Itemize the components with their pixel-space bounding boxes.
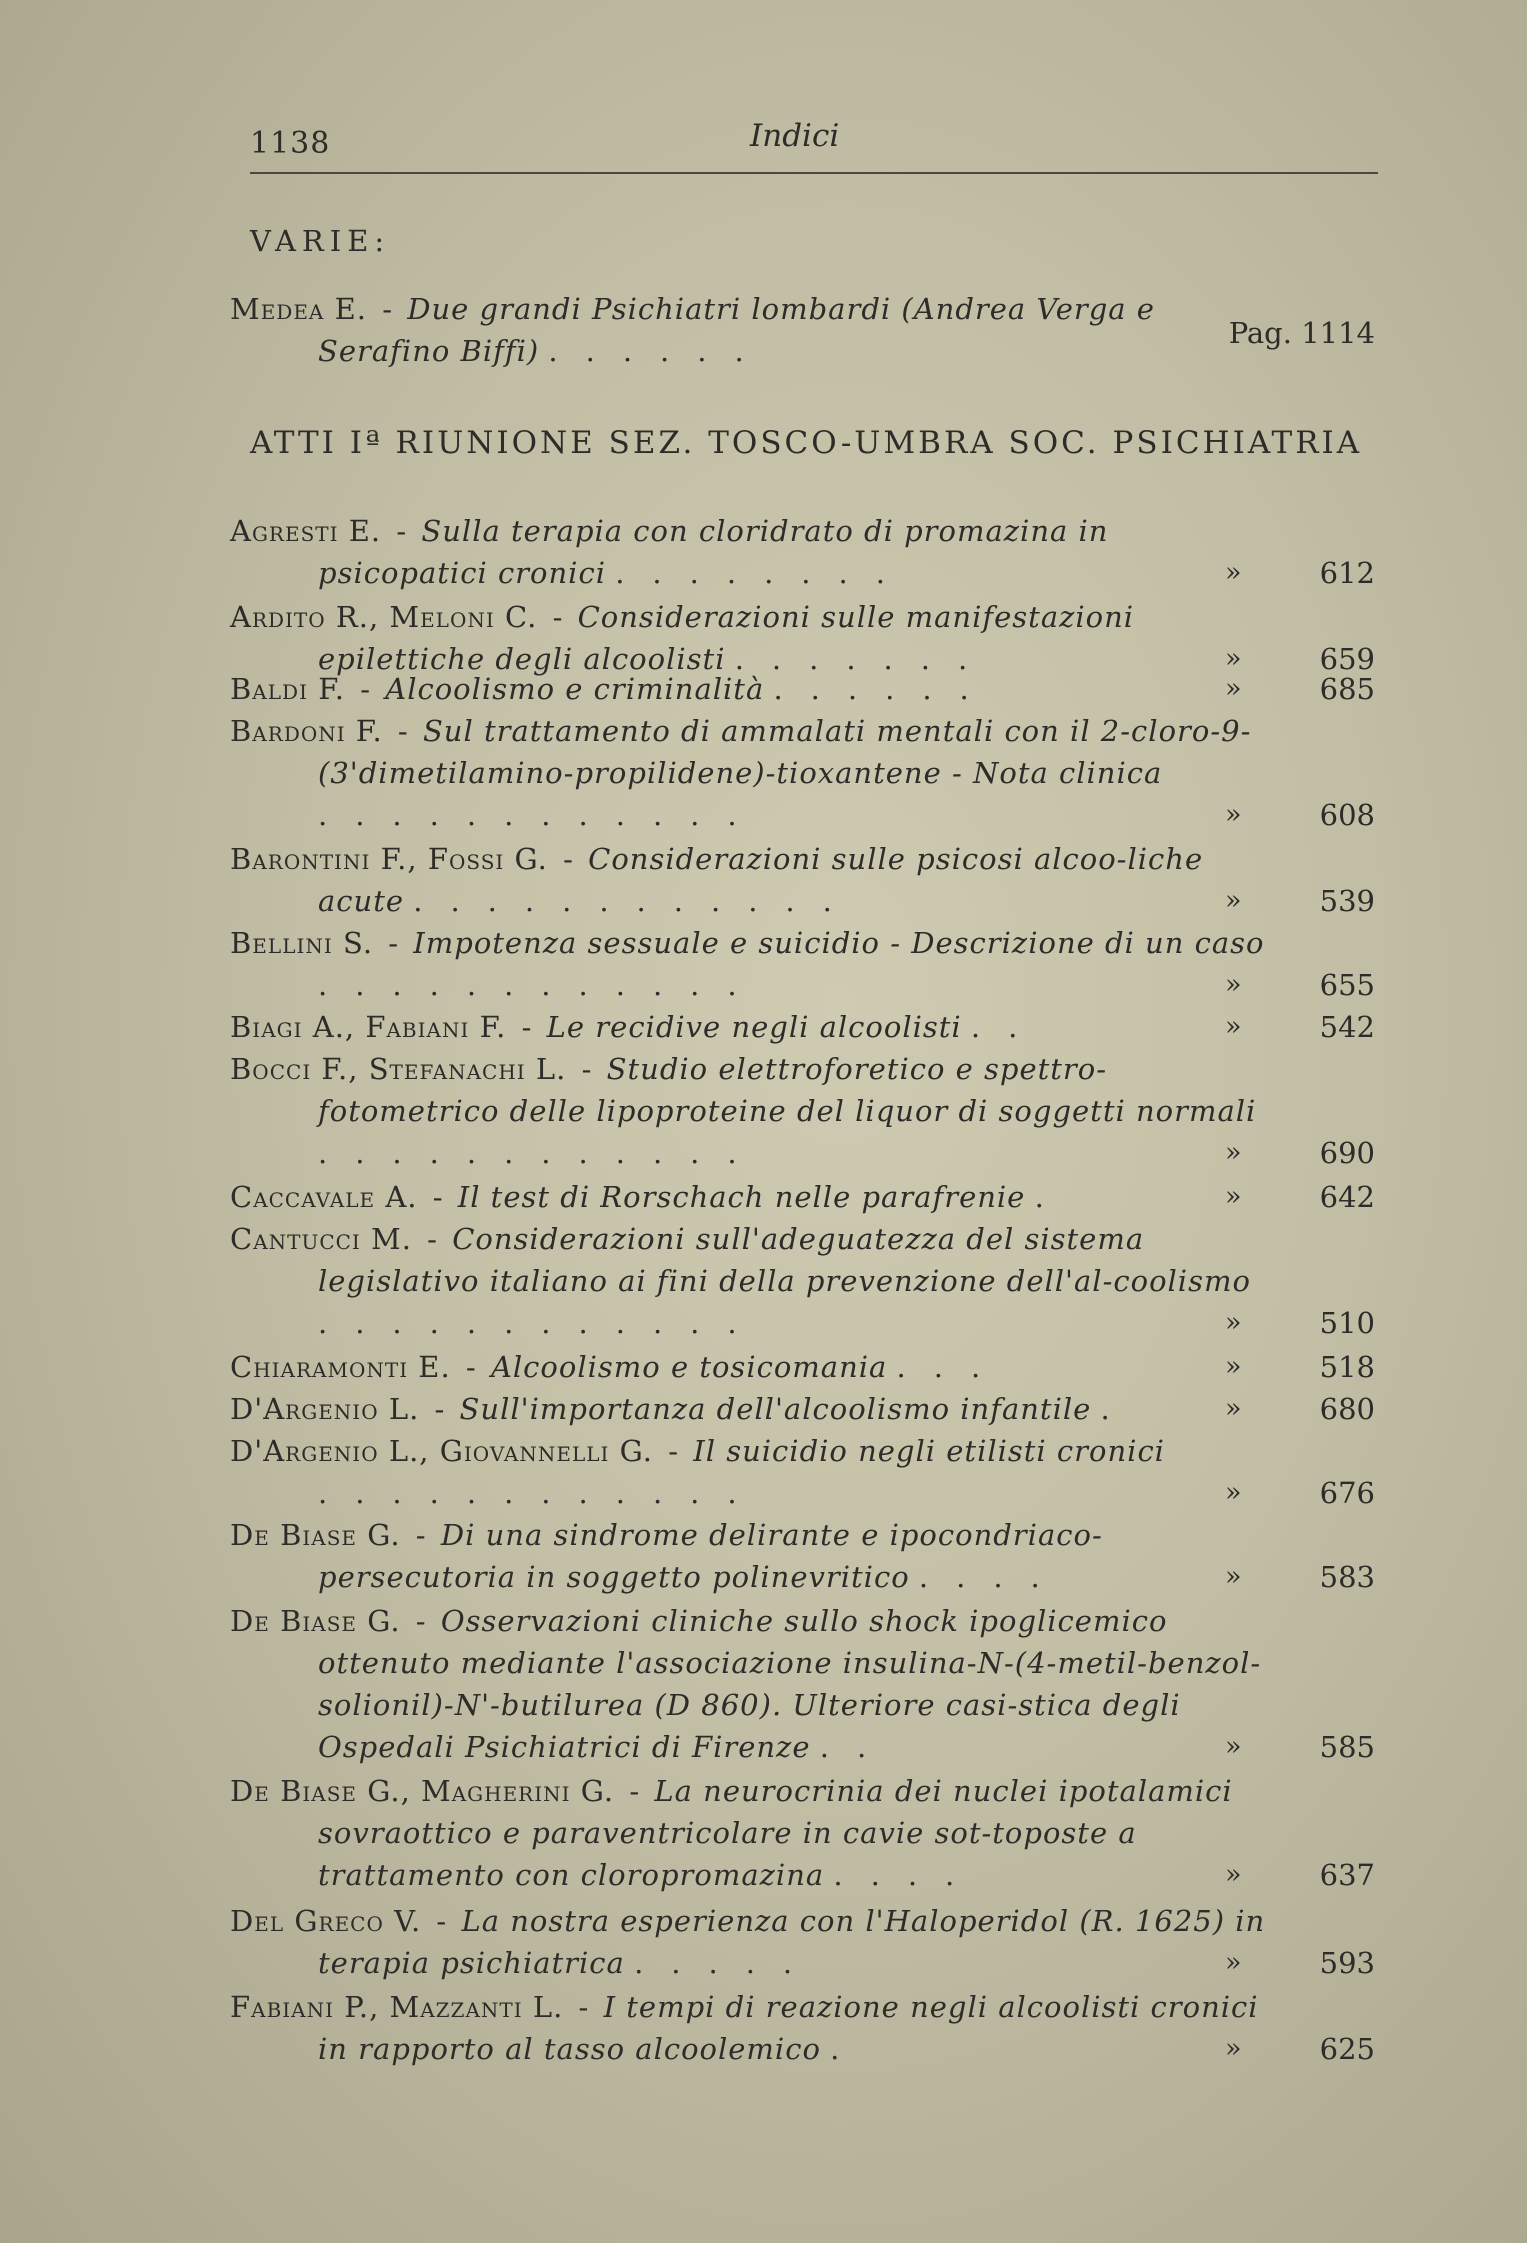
entry-text: Medea E. - Due grandi Psichiatri lombardi (Andrea Verga e Serafino Biffi) ...... [230, 292, 1155, 368]
entry-title: Alcoolismo e criminalità [385, 672, 765, 706]
entry-page-number: 612 [1319, 556, 1375, 590]
ditto-mark: » [1225, 2033, 1242, 2064]
entry-title: Il suicidio negli etilisti cronici [693, 1434, 1165, 1468]
entry-reference [1225, 1556, 1375, 1598]
entry-author: Biagi A., Fabiani F. [230, 1010, 507, 1044]
entry-title: Il test di Rorschach nelle parafrenie [457, 1180, 1026, 1214]
entry-text: Bardoni F. - Sul trattamento di ammalati mentali con il 2-cloro-9-(3'dimetilamino-propilidene)-tioxantene - Nota clinica ............ [230, 714, 1252, 832]
entry-text: De Biase G. - Osservazioni cliniche sullo shock ipoglicemico ottenuto mediante l'associazione insulina-N-(4-metil-benzol-solionil)-N'-butilurea (D 860). Ulteriore casi-stica degli Ospedali Psichiatrici di Firenze .. [230, 1604, 1262, 1764]
entry-text: Baldi F. - Alcoolismo e criminalità ...... [230, 672, 997, 706]
ditto-mark: » [1225, 885, 1242, 916]
entry-text: Ardito R., Meloni C. - Considerazioni sulle manifestazioni epilettiche degli alcoolisti ....... [230, 600, 1135, 676]
entry-text: De Biase G., Magherini G. - La neurocrinia dei nuclei ipotalamici sovraottico e paraventricolare in cavie sot-toposte a trattamento con cloropromazina .... [230, 1774, 1233, 1892]
ditto-mark: » [1225, 1561, 1242, 1592]
entry-text: Agresti E. - Sulla terapia con cloridrato di promazina in psicopatici cronici ........ [230, 514, 1109, 590]
entry-reference [1225, 1006, 1375, 1048]
entry-title: Considerazioni sull'adeguatezza del sistema legislativo italiano ai fini della prevenzione dell'al-coolismo [318, 1222, 1251, 1298]
entry-author: Cantucci M. [230, 1222, 412, 1256]
entry-reference [1225, 2028, 1375, 2070]
entry-title: Le recidive negli alcoolisti [546, 1010, 962, 1044]
index-entry [230, 1430, 1400, 1514]
entry-reference [1225, 964, 1375, 1006]
entry-page-number: 593 [1319, 1946, 1375, 1980]
index-entry [230, 1048, 1400, 1174]
ditto-mark: » [1225, 1393, 1242, 1424]
index-entry [230, 1986, 1400, 2070]
entry-title: Considerazioni sulle manifestazioni epilettiche degli alcoolisti [318, 600, 1135, 676]
entry-author: De Biase G. [230, 1518, 401, 1552]
entry-page-number: 676 [1319, 1476, 1375, 1510]
entry-author: Ardito R., Meloni C. [230, 600, 538, 634]
entry-page-number: 680 [1319, 1392, 1375, 1426]
header-rule [250, 172, 1378, 174]
entry-page-number: 539 [1319, 884, 1375, 918]
entry-reference [1225, 1176, 1375, 1218]
entry-author: Caccavale A. [230, 1180, 418, 1214]
ditto-mark: » [1225, 1859, 1242, 1890]
entry-text: Cantucci M. - Considerazioni sull'adeguatezza del sistema legislativo italiano ai fini della prevenzione dell'al-coolismo ............ [230, 1222, 1251, 1340]
ditto-mark: » [1225, 799, 1242, 830]
entry-title: Studio elettroforetico e spettro-fotometrico delle lipoproteine del liquor di soggetti normali [318, 1052, 1257, 1128]
ditto-mark: » [1225, 557, 1242, 588]
index-entry [230, 1514, 1400, 1598]
entry-page-number: 637 [1319, 1858, 1375, 1892]
entry-author: Baldi F. [230, 672, 346, 706]
ditto-mark: » [1225, 1477, 1242, 1508]
ditto-mark: » [1225, 643, 1242, 674]
index-entry [230, 1346, 1400, 1388]
entry-text: D'Argenio L. - Sull'importanza dell'alcoolismo infantile . [230, 1392, 1138, 1426]
section-title-atti: ATTI Iª RIUNIONE SEZ. TOSCO-UMBRA SOC. PSICHIATRIA [250, 425, 1363, 461]
entry-title: Sull'importanza dell'alcoolismo infantile [459, 1392, 1092, 1426]
entry-author: Bellini S. [230, 926, 374, 960]
entry-reference [1225, 1132, 1375, 1174]
index-entry [230, 288, 1400, 372]
entry-text: Del Greco V. - La nostra esperienza con l'Haloperidol (R. 1625) in terapia psichiatrica ..... [230, 1904, 1266, 1980]
entry-title: Impotenza sessuale e suicidio - Descrizione di un caso [413, 926, 1265, 960]
page-header [250, 118, 1380, 178]
entry-author: Bardoni F. [230, 714, 383, 748]
ditto-mark: » [1225, 1351, 1242, 1382]
index-entry [230, 1600, 1400, 1768]
entry-reference [1225, 1472, 1375, 1514]
entry-reference [1225, 1942, 1375, 1984]
entry-title: Sul trattamento di ammalati mentali con il 2-cloro-9-(3'dimetilamino-propilidene)-tioxantene - Nota clinica [318, 714, 1252, 790]
index-entry [230, 922, 1400, 1006]
index-entry [230, 510, 1400, 594]
entry-page-number: 659 [1319, 642, 1375, 676]
entry-reference [1225, 1726, 1375, 1768]
entry-reference [1225, 880, 1375, 922]
entry-author: Medea E. [230, 292, 367, 326]
entry-text: Chiaramonti E. - Alcoolismo e tosicomania ... [230, 1350, 1009, 1384]
entry-reference [1225, 1388, 1375, 1430]
entry-title: Osservazioni cliniche sullo shock ipoglicemico ottenuto mediante l'associazione insulina-N-(4-metil-benzol-solionil)-N'-butilurea (D 860). Ulteriore casi-stica degli Ospedali Psichiatrici di Firenze [318, 1604, 1262, 1764]
ditto-mark: » [1225, 1137, 1242, 1168]
entry-text: Bocci F., Stefanachi L. - Studio elettroforetico e spettro-fotometrico delle lipoproteine del liquor di soggetti normali ............ [230, 1052, 1257, 1170]
entry-title: Di una sindrome delirante e ipocondriaco-persecutoria in soggetto polinevritico [318, 1518, 1103, 1594]
entry-page-number: 655 [1319, 968, 1375, 1002]
page-number: 1138 [250, 126, 331, 161]
entry-page-number: 690 [1319, 1136, 1375, 1170]
entry-page-number: 608 [1319, 798, 1375, 832]
entry-page-number: 510 [1319, 1306, 1375, 1340]
entry-title: I tempi di reazione negli alcoolisti cronici in rapporto al tasso alcoolemico [318, 1990, 1259, 2066]
entry-text: Caccavale A. - Il test di Rorschach nelle parafrenie . [230, 1180, 1072, 1214]
entry-author: D'Argenio L. [230, 1392, 420, 1426]
entry-text: D'Argenio L., Giovannelli G. - Il suicidio negli etilisti cronici ............ [230, 1434, 1165, 1510]
index-entry [230, 710, 1400, 836]
index-entry [230, 1006, 1400, 1048]
section-title-varie: VARIE: [250, 224, 391, 258]
entry-reference [1225, 794, 1375, 836]
entry-reference [1225, 668, 1375, 710]
entry-author: De Biase G. [230, 1604, 401, 1638]
page-label: Pag. 1114 [1228, 316, 1375, 350]
entry-author: D'Argenio L., Giovannelli G. [230, 1434, 654, 1468]
entry-reference [1225, 1346, 1375, 1388]
entry-title: La nostra esperienza con l'Haloperidol (R. 1625) in terapia psichiatrica [318, 1904, 1266, 1980]
entry-page-number: 518 [1319, 1350, 1375, 1384]
entry-author: Del Greco V. [230, 1904, 422, 1938]
entry-text: Bellini S. - Impotenza sessuale e suicidio - Descrizione di un caso ............ [230, 926, 1265, 1002]
entry-text: De Biase G. - Di una sindrome delirante e ipocondriaco-persecutoria in soggetto polinevritico .... [230, 1518, 1103, 1594]
ditto-mark: » [1225, 1181, 1242, 1212]
entry-author: Fabiani P., Mazzanti L. [230, 1990, 564, 2024]
entry-author: Chiaramonti E. [230, 1350, 451, 1384]
ditto-mark: » [1225, 1731, 1242, 1762]
entry-title: Sulla terapia con cloridrato di promazina in psicopatici cronici [318, 514, 1109, 590]
entry-page-number: 583 [1319, 1560, 1375, 1594]
index-entry [230, 1176, 1400, 1218]
entry-reference [1225, 1302, 1375, 1344]
ditto-mark: » [1225, 673, 1242, 704]
entry-page-number: 585 [1319, 1730, 1375, 1764]
index-entry [230, 1388, 1400, 1430]
entry-text: Biagi A., Fabiani F. - Le recidive negli alcoolisti .. [230, 1010, 1046, 1044]
entry-author: De Biase G., Magherini G. [230, 1774, 615, 1808]
running-title: Indici [750, 118, 840, 154]
entry-reference [1225, 552, 1375, 594]
index-entry [230, 1770, 1400, 1896]
entry-page-number: 542 [1319, 1010, 1375, 1044]
entry-title: La neurocrinia dei nuclei ipotalamici sovraottico e paraventricolare in cavie sot-toposte a trattamento con cloropromazina [318, 1774, 1233, 1892]
entry-title: Considerazioni sulle psicosi alcoo-liche acute [318, 842, 1204, 918]
index-entry [230, 838, 1400, 922]
entry-text: Barontini F., Fossi G. - Considerazioni sulle psicosi alcoo-liche acute ............ [230, 842, 1204, 918]
index-entry [230, 668, 1400, 710]
entry-text: Fabiani P., Mazzanti L. - I tempi di reazione negli alcoolisti cronici in rapporto al tasso alcoolemico . [230, 1990, 1259, 2066]
index-entry [230, 1900, 1400, 1984]
entry-title: Due grandi Psichiatri lombardi (Andrea Verga e Serafino Biffi) [318, 292, 1155, 368]
ditto-mark: » [1225, 1307, 1242, 1338]
entry-author: Agresti E. [230, 514, 382, 548]
entry-page-number: 685 [1319, 672, 1375, 706]
entry-reference [1225, 312, 1375, 354]
entry-author: Barontini F., Fossi G. [230, 842, 548, 876]
entry-page-number: 625 [1319, 2032, 1375, 2066]
entry-author: Bocci F., Stefanachi L. [230, 1052, 567, 1086]
entry-reference [1225, 1854, 1375, 1896]
ditto-mark: » [1225, 1011, 1242, 1042]
ditto-mark: » [1225, 969, 1242, 1000]
entry-title: Alcoolismo e tosicomania [490, 1350, 888, 1384]
index-entry [230, 1218, 1400, 1344]
ditto-mark: » [1225, 1947, 1242, 1978]
entry-page-number: 642 [1319, 1180, 1375, 1214]
